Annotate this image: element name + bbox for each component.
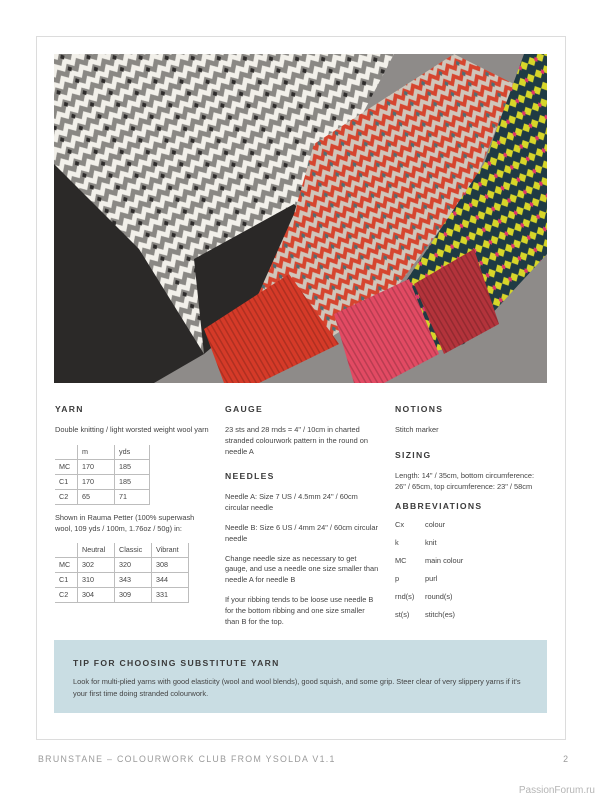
knitted-socks-image [54,54,547,383]
abbr-term: rnd(s) [395,592,415,602]
yarn-quantity-table [55,445,150,505]
table-row: C1 170 185 [55,474,150,489]
notions-sizing-section [395,404,545,620]
abbr-term: st(s) [395,610,410,620]
table-row: C2 65 71 [55,489,150,504]
needle-ribbing-text: If your ribbing tends to be loose use needle B for the bottom ribbing and one size smaller than B for the top. [225,594,374,626]
abbr-meaning: knit [425,538,437,548]
table-row: MC 302 320 308 [55,558,189,573]
needle-b-text: Needle B: Size 6 US / 4mm 24" / 60cm circular needle [225,522,378,543]
notions-heading: NOTIONS [395,404,444,414]
knitwork-photo [54,54,547,383]
sizing-text: Length: 14" / 35cm, bottom circumference: 26" / 65cm, top circumference: 23" / 58cm [395,470,535,491]
watermark: PassionForum.ru [518,785,595,796]
needle-a-text: Needle A: Size 7 US / 4.5mm 24" / 60cm circular needle [225,492,358,513]
table-row: C2 304 309 331 [55,588,189,603]
abbr-meaning: purl [425,574,438,584]
abbr-term: MC [395,556,407,566]
table-row: C1 310 343 344 [55,573,189,588]
needle-change-text: Change needle size as necessary to get gauge, and use a needle one size smaller than needle A for needle B [225,553,379,585]
table-header-row: Neutral Classic Vibrant [55,543,189,558]
yarn-heading: YARN [55,404,84,414]
abbr-term: k [395,538,399,548]
tip-text: Look for multi-plied yarns with good elasticity (wool and wool blends), good squish, and some grip. Steer clear of very slippery yarns if it's your first time doing stranded colourwork. [73,677,521,698]
abbr-term: p [395,574,400,584]
yarn-section [55,404,213,611]
yarn-description: Double knitting / light worsted weight wool yarn [55,425,209,434]
page-footer [38,754,568,764]
abbr-meaning: round(s) [425,592,453,602]
abbr-meaning: main colour [425,556,464,566]
tip-box [54,640,547,713]
yarn-shown-in: Shown in Rauma Petter (100% superwash wool, 109 yds / 100m, 1.76oz / 50g) in: [55,512,195,533]
abbreviations-list [395,520,545,620]
gauge-heading: GAUGE [225,404,264,414]
abbr-term: Cx [395,520,405,530]
tip-heading: TIP FOR CHOOSING SUBSTITUTE YARN [73,658,280,668]
gauge-needles-section [225,404,380,636]
gauge-text: 23 sts and 28 rnds = 4" / 10cm in charted stranded colourwork pattern in the round on needle A [225,425,368,456]
abbr-meaning: stitch(es) [425,610,455,620]
needles-heading: NEEDLES [225,471,275,482]
yarn-colourway-table [55,543,189,603]
table-header-row: m yds [55,445,150,460]
footer-title: BRUNSTANE – COLOURWORK CLUB FROM YSOLDA V1.1 [38,754,336,764]
page-number: 2 [563,754,568,764]
sizing-heading: SIZING [395,449,432,460]
notions-text: Stitch marker [395,425,439,434]
abbr-meaning: colour [425,520,446,530]
table-row: MC 170 185 [55,459,150,474]
abbreviations-heading: ABBREVIATIONS [395,501,483,512]
